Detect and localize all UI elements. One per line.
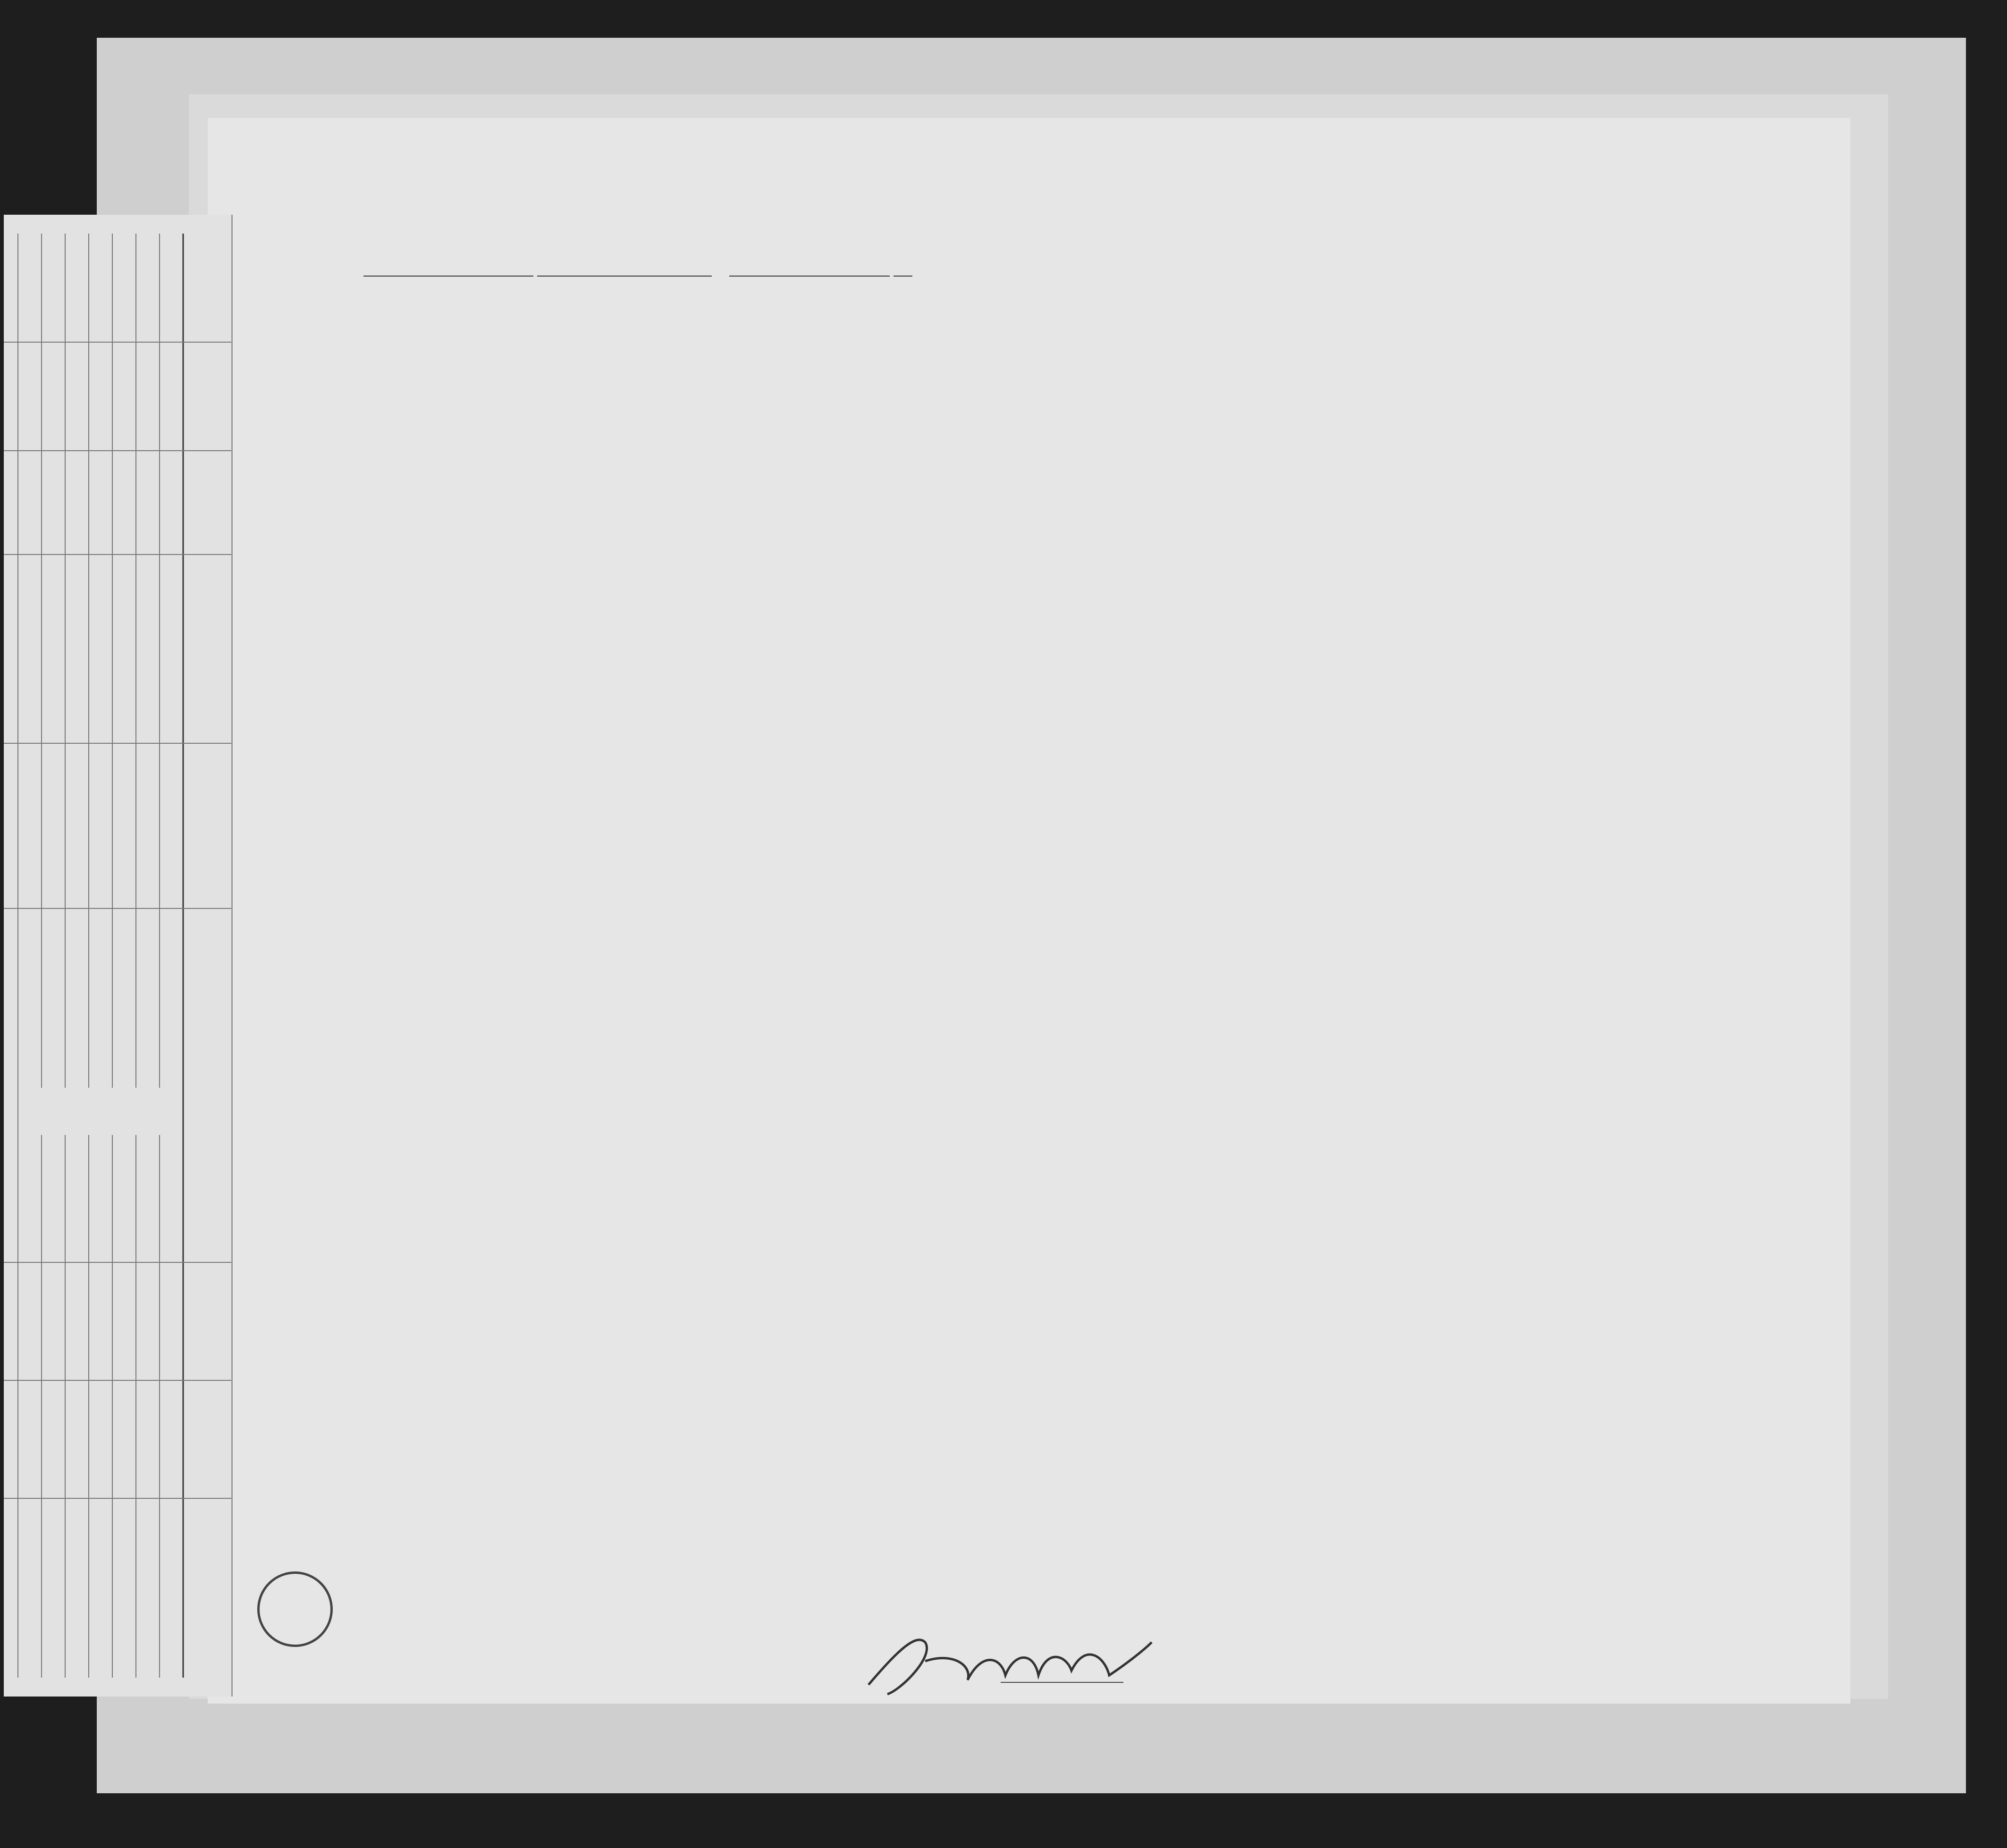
official-stamp [257, 1571, 333, 1647]
side-section-hospital [213, 498, 226, 503]
owners-row [276, 1652, 283, 1667]
side-section-discharged [213, 1229, 226, 1235]
inspector-signature [859, 1623, 1161, 1699]
line-row [276, 1628, 283, 1644]
side-slip [4, 215, 233, 1697]
side-slip-grid [4, 215, 231, 1697]
agents-row [276, 1675, 283, 1691]
